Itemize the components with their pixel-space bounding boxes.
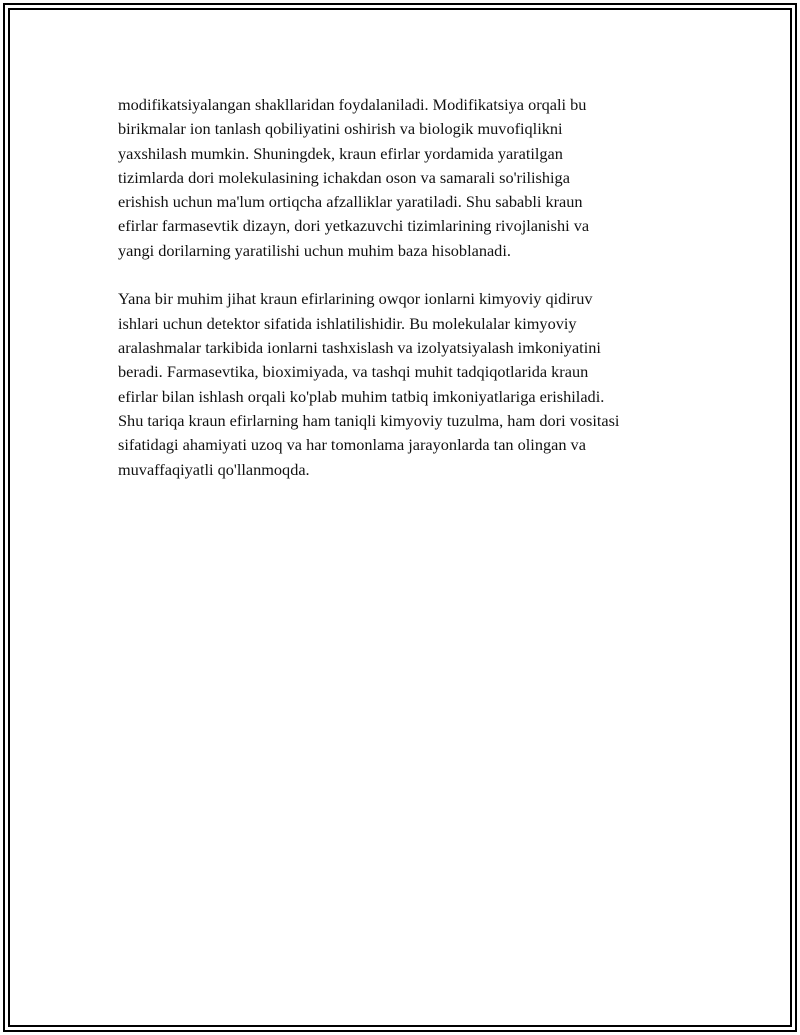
- paragraph-line: ishlari uchun detektor sifatida ishlatilishidir. Bu molekulalar kimyoviy: [118, 313, 577, 333]
- paragraph-line: tizimlarda dori molekulasining ichakdan oson va samarali so'rilishiga: [118, 167, 570, 187]
- paragraph-line: aralashmalar tarkibida ionlarni tashxislash va izolyatsiyalash imkoniyatini: [118, 338, 601, 358]
- document-body: [118, 93, 698, 482]
- paragraph-line: erishish uchun ma'lum ortiqcha afzalliklar yaratiladi. Shu sababli kraun: [118, 192, 583, 212]
- paragraph-1: [118, 93, 698, 263]
- paragraph-line: Yana bir muhim jihat kraun efirlarining owqor ionlarni kimyoviy qidiruv: [118, 289, 593, 309]
- paragraph-line: efirlar farmasevtik dizayn, dori yetkazuvchi tizimlarining rivojlanishi va: [118, 216, 590, 236]
- paragraph-2: [118, 287, 698, 481]
- paragraph-line: Shu tariqa kraun efirlarning ham taniqli kimyoviy tuzulma, ham dori vositasi: [118, 410, 620, 430]
- paragraph-line: modifikatsiyalangan shakllaridan foydalaniladi. Modifikatsiya orqali bu: [118, 95, 587, 114]
- paragraph-line: efirlar bilan ishlash orqali ko'plab muhim tatbiq imkoniyatlariga erishiladi.: [118, 386, 605, 406]
- paragraph-line: muvaffaqiyatli qo'llanmoqda.: [118, 459, 310, 479]
- paragraph-line: birikmalar ion tanlash qobiliyatini oshirish va biologik muvofiqlikni: [118, 119, 563, 139]
- paragraph-spacer: [118, 263, 698, 287]
- paragraph-line: beradi. Farmasevtika, bioximiyada, va tashqi muhit tadqiqotlarida kraun: [118, 362, 589, 382]
- paragraph-line: sifatidagi ahamiyati uzoq va har tomonlama jarayonlarda tan olingan va: [118, 435, 586, 455]
- paragraph-line: yaxshilash mumkin. Shuningdek, kraun efirlar yordamida yaratilgan: [118, 143, 563, 163]
- paragraph-line: yangi dorilarning yaratilishi uchun muhim baza hisoblanadi.: [118, 240, 511, 260]
